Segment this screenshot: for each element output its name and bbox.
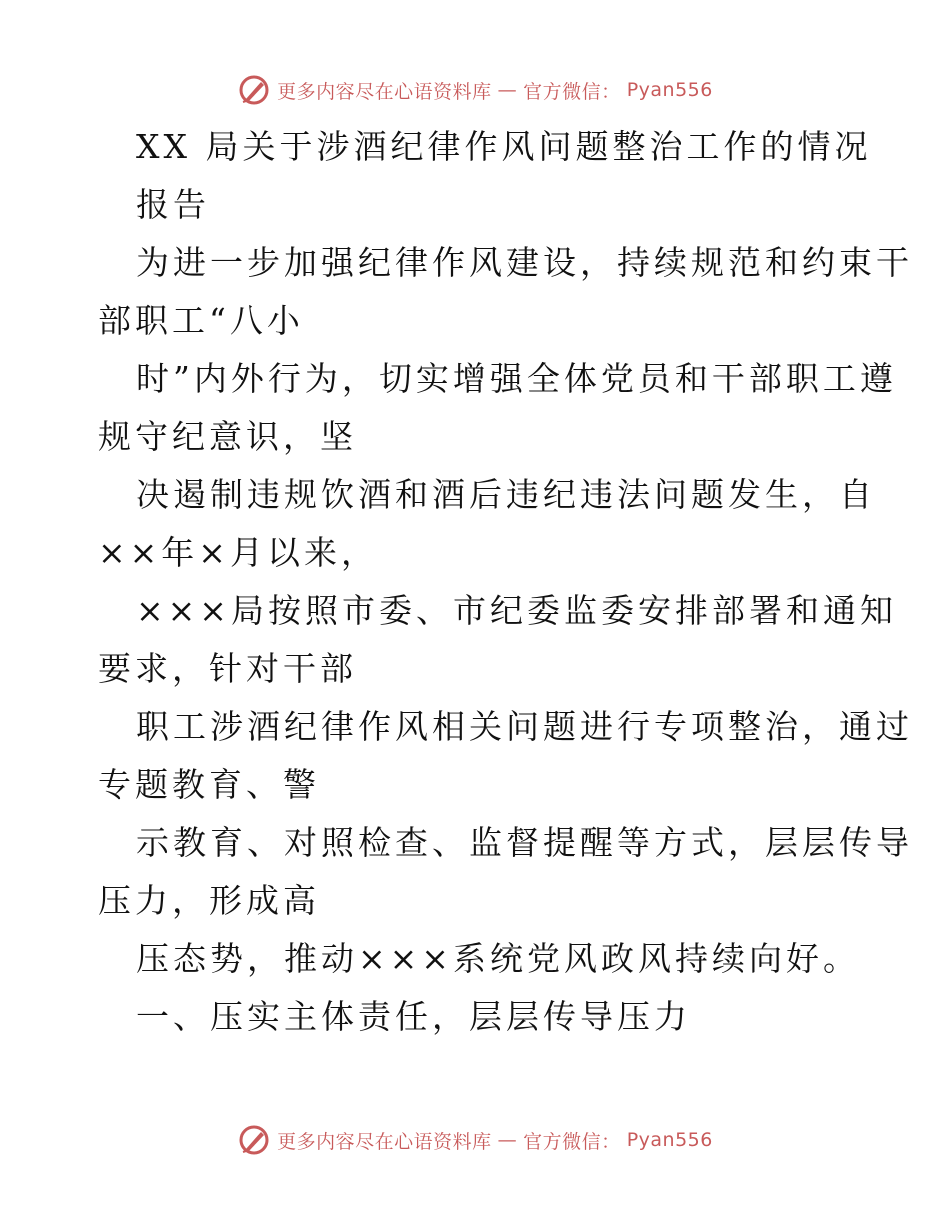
watermark-text: 更多内容尽在心语资料库 [277, 80, 492, 103]
paragraph-line: ××年×月以来， [98, 533, 378, 572]
quill-logo-icon [237, 1123, 271, 1157]
watermark-wechat-id: Pyan556 [626, 79, 713, 101]
document-title-line-1: XX 局关于涉酒纪律作风问题整治工作的情况 [136, 127, 872, 166]
paragraph-line: 职工涉酒纪律作风相关问题进行专项整治，通过 [136, 707, 913, 746]
paragraph-line: 为进一步加强纪律作风建设，持续规范和约束干 [136, 243, 913, 282]
paragraph-line: 示教育、对照检查、监督提醒等方式，层层传导 [136, 823, 913, 862]
watermark-wechat-id: Pyan556 [626, 1129, 713, 1151]
section-heading: 一、压实主体责任，层层传导压力 [136, 997, 691, 1036]
footer-watermark [0, 1120, 950, 1160]
paragraph-line: 规守纪意识，坚 [98, 417, 357, 456]
paragraph-line: 专题教育、警 [98, 765, 320, 804]
watermark-wechat-label: 官方微信： [523, 1130, 621, 1153]
quill-logo-icon [237, 73, 271, 107]
paragraph-line: 决遏制违规饮酒和酒后违纪违法问题发生，自 [136, 475, 876, 514]
paragraph-line: 压态势，推动×××系统党风政风持续向好。 [136, 939, 860, 978]
paragraph-line: 压力，形成高 [98, 881, 320, 920]
watermark-separator: — [497, 79, 518, 101]
paragraph-line: 部职工“八小 [98, 301, 304, 340]
watermark-text: 更多内容尽在心语资料库 [277, 1130, 492, 1153]
document-body [98, 118, 913, 1046]
watermark-wechat-label: 官方微信： [523, 80, 621, 103]
paragraph-line: 时”内外行为，切实增强全体党员和干部职工遵 [136, 359, 897, 398]
watermark-separator: — [497, 1129, 518, 1151]
header-watermark [0, 70, 950, 110]
document-title-line-2: 报告 [136, 185, 210, 224]
paragraph-line: ×××局按照市委、市纪委监委安排部署和通知 [136, 591, 897, 630]
paragraph-line: 要求，针对干部 [98, 649, 357, 688]
